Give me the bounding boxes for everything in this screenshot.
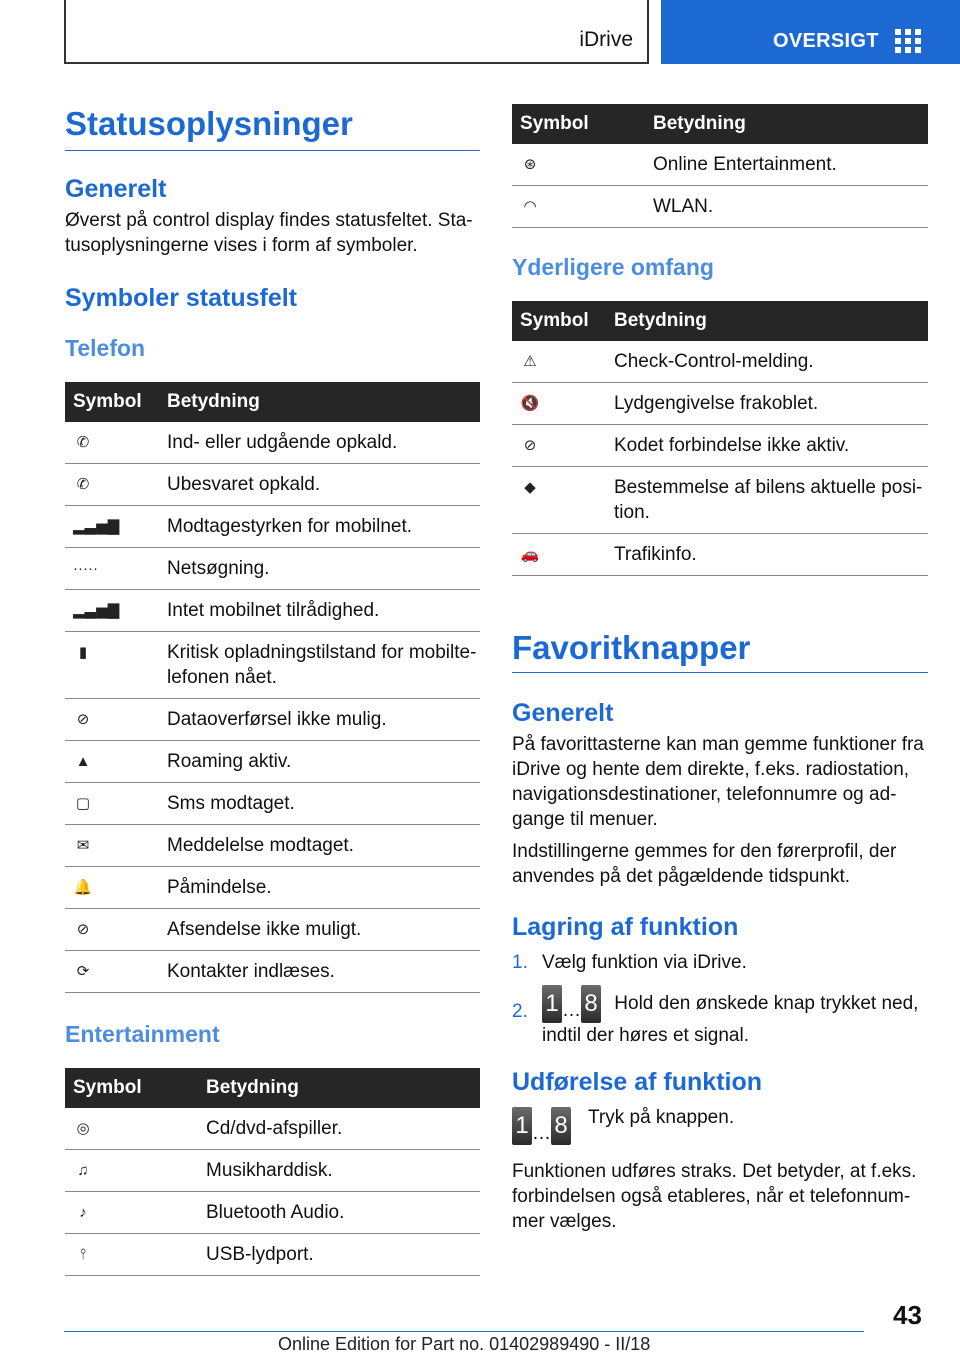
entertainment-heading: Entertainment: [65, 1021, 220, 1047]
meaning-text: lefonen nået.: [167, 667, 277, 688]
col-symbol: Symbol: [65, 382, 159, 422]
symbol-cell: [512, 186, 645, 228]
extra-table: [512, 301, 928, 576]
disc-icon: ◎: [76, 1119, 90, 1137]
position-icon: ◆: [524, 478, 536, 496]
symbol-cell: [65, 464, 159, 506]
meaning-cell: [606, 534, 928, 576]
col-symbol: Symbol: [512, 104, 645, 144]
online-entertainment-icon: ⊛: [523, 155, 537, 173]
meaning-text: Meddelelse modtaget.: [167, 835, 354, 856]
symbol-cell: [65, 825, 159, 867]
symbol-cell: [512, 341, 606, 383]
key-ellipsis: …: [562, 1000, 581, 1021]
meaning-cell: [159, 699, 480, 741]
fav-title: Favoritknapper: [512, 629, 751, 666]
symbols-heading: Symboler statusfelt: [65, 284, 298, 312]
meaning-text: Roaming aktiv.: [167, 751, 292, 772]
fav-text-5: Indstillingerne gemmes for den førerprofil, der: [512, 841, 897, 862]
meaning-text: Sms modtaget.: [167, 793, 295, 814]
col-symbol: Symbol: [65, 1068, 198, 1108]
meaning-text: Bluetooth Audio.: [206, 1202, 345, 1223]
meaning-text: Musikharddisk.: [206, 1160, 333, 1181]
fav-text-3: navigationsdestinationer, telefonnumre og ad-: [512, 784, 897, 805]
meaning-text: tion.: [614, 502, 650, 523]
table-row: [65, 464, 480, 506]
table-row: [65, 1234, 480, 1276]
meaning-cell: [159, 909, 480, 951]
table-row: [65, 825, 480, 867]
symbol-cell: [65, 1108, 198, 1150]
meaning-cell: [159, 867, 480, 909]
favorite-key-1-icon: 1: [512, 1107, 532, 1145]
table-row: [512, 425, 928, 467]
right-column: [512, 0, 928, 1234]
fav-text-1: På favorittasterne kan man gemme funktioner fra: [512, 734, 924, 755]
run-text-1: Funktionen udføres straks. Det betyder, at f.eks.: [512, 1161, 917, 1182]
warning-triangle-icon: ⚠: [523, 352, 537, 370]
contacts-loading-icon: ⟳: [76, 962, 90, 980]
symbol-cell: [65, 422, 159, 464]
run-text-2: forbindelsen også etableres, når et telefonnum-: [512, 1186, 911, 1207]
table-row: [65, 783, 480, 825]
top-table: [512, 104, 928, 228]
run-press-row: [512, 1107, 928, 1149]
meaning-text: Modtagestyrken for mobilnet.: [167, 516, 413, 537]
favorite-key-8-icon: 8: [551, 1107, 571, 1145]
meaning-cell: [198, 1234, 480, 1276]
meaning-cell: [159, 548, 480, 590]
symbol-cell: [65, 909, 159, 951]
general-text-2: tusoplysningerne vises i form af symboler.: [65, 235, 418, 256]
fav-text-2: iDrive og hente dem direkte, f.eks. radiostation,: [512, 759, 910, 780]
table-row: [65, 867, 480, 909]
table-row: [65, 590, 480, 632]
meaning-text: Intet mobilnet tilrådighed.: [167, 600, 380, 621]
section-label: iDrive: [579, 28, 633, 51]
meaning-cell: [606, 425, 928, 467]
traffic-info-icon: 🚗: [520, 545, 540, 563]
meaning-cell: [198, 1192, 480, 1234]
general-text-1: Øverst på control display findes statusfeltet. Sta-: [65, 210, 473, 231]
step-number: 2.: [512, 1001, 528, 1022]
signal-strength-icon: ▂▃▅▇: [73, 517, 120, 535]
meaning-cell: [159, 590, 480, 632]
meaning-text: Dataoverførsel ikke mulig.: [167, 709, 387, 730]
bell-icon: 🔔: [73, 878, 93, 896]
table-row: [65, 1150, 480, 1192]
step-text: Vælg funktion via iDrive.: [542, 952, 747, 973]
mute-icon: 🔇: [520, 394, 540, 412]
table-row: [65, 1192, 480, 1234]
meaning-cell: [606, 467, 928, 534]
handset-icon: ✆: [76, 433, 90, 451]
col-meaning: Betydning: [606, 301, 928, 341]
symbol-cell: [65, 506, 159, 548]
phone-table: [65, 382, 480, 993]
symbol-cell: [65, 1150, 198, 1192]
meaning-cell: [159, 422, 480, 464]
music-harddisk-icon: ♫: [77, 1161, 89, 1179]
meaning-cell: [606, 341, 928, 383]
store-steps: [512, 950, 928, 1048]
col-meaning: Betydning: [645, 104, 928, 144]
step-text: Hold den ønskede knap trykket ned,: [614, 993, 919, 1015]
sms-icon: ▢: [75, 794, 91, 812]
list-item: [512, 950, 928, 975]
key-ellipsis: …: [532, 1123, 551, 1144]
table-row: [65, 422, 480, 464]
col-meaning: Betydning: [159, 382, 480, 422]
no-network-icon: ▂▃▅▇: [73, 601, 120, 619]
meaning-cell: [198, 1150, 480, 1192]
table-row: [512, 341, 928, 383]
run-heading: Udførelse af funktion: [512, 1068, 763, 1096]
table-row: [65, 741, 480, 783]
table-row: [65, 506, 480, 548]
meaning-cell: [198, 1108, 480, 1150]
symbol-cell: [65, 741, 159, 783]
meaning-text: Lydgengivelse frakoblet.: [614, 393, 819, 414]
symbol-cell: [65, 951, 159, 993]
connection-inactive-icon: ⊘: [523, 436, 537, 454]
store-heading: Lagring af funktion: [512, 913, 739, 941]
phone-heading: Telefon: [65, 335, 146, 361]
meaning-text: Kritisk opladningstilstand for mobilte-: [167, 642, 477, 663]
meaning-cell: [606, 383, 928, 425]
table-row: [65, 1108, 480, 1150]
symbol-cell: [65, 783, 159, 825]
table-row: [65, 548, 480, 590]
meaning-text: WLAN.: [653, 196, 714, 217]
meaning-cell: [159, 464, 480, 506]
table-row: [512, 467, 928, 534]
meaning-text: Ind- eller udgående opkald.: [167, 432, 398, 453]
fav-general-heading: Generelt: [512, 699, 614, 727]
symbol-cell: [512, 534, 606, 576]
meaning-text: Kontakter indlæses.: [167, 961, 335, 982]
wlan-icon: ◠: [523, 197, 537, 215]
table-row: [65, 699, 480, 741]
meaning-text: Kodet forbindelse ikke aktiv.: [614, 435, 850, 456]
run-press-text: Tryk på knappen.: [588, 1107, 735, 1128]
entertainment-table: [65, 1068, 480, 1276]
symbol-cell: [65, 1192, 198, 1234]
low-battery-icon: ▮: [78, 643, 88, 661]
meaning-text: Cd/dvd-afspiller.: [206, 1118, 343, 1139]
data-unavailable-icon: ⊘: [76, 710, 90, 728]
meaning-cell: [159, 506, 480, 548]
symbol-cell: [65, 632, 159, 699]
page-number: 43: [893, 1300, 922, 1330]
symbol-cell: [512, 383, 606, 425]
symbol-cell: [65, 590, 159, 632]
meaning-cell: [645, 144, 928, 186]
table-row: [65, 632, 480, 699]
footer-edition: Online Edition for Part no. 01402989490 - II/18: [278, 1334, 651, 1354]
col-meaning: Betydning: [198, 1068, 480, 1108]
meaning-text: USB-lydport.: [206, 1244, 314, 1265]
meaning-cell: [159, 951, 480, 993]
table-row: [512, 534, 928, 576]
table-row: [65, 909, 480, 951]
favorite-key-8-icon: 8: [581, 985, 601, 1023]
symbol-cell: [65, 1234, 198, 1276]
run-text-3: mer vælges.: [512, 1211, 617, 1232]
symbol-cell: [65, 548, 159, 590]
table-row: [65, 951, 480, 993]
left-column: [65, 0, 480, 1276]
overview-label: OVERSIGT: [773, 30, 879, 52]
meaning-cell: [159, 825, 480, 867]
list-item: [512, 985, 928, 1048]
col-symbol: Symbol: [512, 301, 606, 341]
meaning-text: Bestemmelse af bilens aktuelle posi-: [614, 477, 923, 498]
step-number: 1.: [512, 952, 528, 973]
fav-text-4: gange til menuer.: [512, 809, 658, 830]
fav-title-block: [512, 628, 928, 673]
meaning-text: Trafikinfo.: [614, 544, 697, 565]
footer-rule: [64, 1331, 864, 1332]
meaning-cell: [645, 186, 928, 228]
title-block: [65, 104, 480, 151]
roaming-icon: ▲: [75, 752, 91, 770]
bluetooth-audio-icon: ♪: [79, 1203, 87, 1221]
table-row: [512, 144, 928, 186]
symbol-cell: [512, 467, 606, 534]
meaning-cell: [159, 741, 480, 783]
symbol-cell: [512, 144, 645, 186]
meaning-cell: [159, 632, 480, 699]
meaning-text: Check-Control-melding.: [614, 351, 814, 372]
meaning-text: Online Entertainment.: [653, 154, 837, 175]
general-heading: Generelt: [65, 175, 167, 203]
fav-text-6: anvendes på det pågældende tidspunkt.: [512, 866, 851, 887]
meaning-text: Påmindelse.: [167, 877, 272, 898]
symbol-cell: [65, 699, 159, 741]
send-failed-icon: ⊘: [76, 920, 90, 938]
extra-heading: Yderligere omfang: [512, 254, 714, 280]
meaning-text: Netsøgning.: [167, 558, 270, 579]
network-search-icon: ·····: [73, 559, 98, 577]
symbol-cell: [65, 867, 159, 909]
meaning-text: Afsendelse ikke muligt.: [167, 919, 362, 940]
missed-call-icon: ✆: [76, 475, 90, 493]
usb-icon: ⫯: [79, 1245, 87, 1263]
step-text-cont: indtil der høres et signal.: [542, 1025, 749, 1046]
favorite-key-1-icon: 1: [542, 985, 562, 1023]
symbol-cell: [512, 425, 606, 467]
meaning-text: Ubesvaret opkald.: [167, 474, 321, 495]
page-title: Statusoplysninger: [65, 105, 353, 142]
table-row: [512, 186, 928, 228]
table-row: [512, 383, 928, 425]
meaning-cell: [159, 783, 480, 825]
mail-icon: ✉: [76, 836, 90, 854]
